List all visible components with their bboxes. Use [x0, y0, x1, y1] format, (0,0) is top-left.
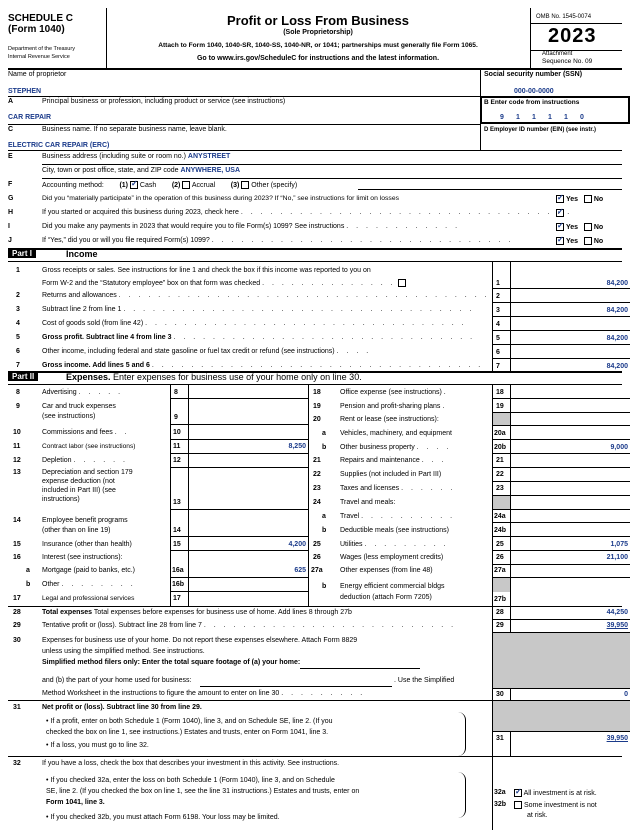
accounting-method: Accounting method: (1) ✓ Cash (2) Accrual (3) Other (specify) — [42, 181, 297, 189]
form-sub: (Form 1040) — [8, 24, 65, 35]
line-a-label: Principal business or profession, including product or service (see instructions) — [42, 98, 286, 105]
part-2-tag: Part II — [8, 372, 38, 381]
form-title: Profit or Loss From Business — [226, 13, 410, 28]
g-no-checkbox[interactable] — [584, 195, 592, 203]
form-name: SCHEDULE C — [8, 13, 74, 24]
dept-line2: Internal Revenue Service — [8, 54, 70, 60]
schedule-c-form: SCHEDULE C (Form 1040) Department of the Treasury Internal Revenue Service Profit or Loss From Business (Sole Proprietorship) Attach to Form 1040, 1040-SR, 1040-SS, 1040-NR, or 1041; partnerships must generally file Form 1065. Go to www.irs.gov/ScheduleC for instructions and the latest information. OMB No. 1545-0074 2023 Attachment Sequence No. 09 Name of proprietor Social security number (SSN) STEPHEN 000-00-0000 A Principal business or profession, including product or service (see instructions) CAR REPAIR B Enter code from instructions 9 1 1 1 1 0 C Business name. If no separate business name, leave blank. D Employer ID number (EIN) (see instr.) ELECTRIC CAR REPAIR (ERC) E Business address (including suite or room no.) ANYSTREET City, town or post office, state, and ZIP code ANYWHERE, USA F Accounting method: (1) ✓ Cash (2) Accrual (3) Other (specify) G Did you “materially participate” in the operation of this business during 2023? If “No,” see instructions for limit on losses ✓ Yes No H If you started or acquired this business during 2023, check here . . . . . . . . . . . . . . . . . . . . . . . . . . . . . . . . . . ✓ I Did you make any payments in 2023 that would require you to file Form(s) 1099? See instructions . . . . . . . . . . . . ✓ Yes No J If “Yes,” did you or will you file required Form(s) 1099? . . . . . . . . . . . . . . . . . . . . . . . . . . . . . . . ✓ Yes No Part I Income 1 Gross receipts or sales. See instructions for line 1 and check the box if this income was reported to you on Form W-2 and the “Statutory employee” box on that form was checked . . . . . . . . . . . . . . 1 84,200 2 Returns and allowances . . . . . . . . . . . . . . . . . . . . . . . . . . . . . . . . . . . . . . 2 3 Subtract line 2 from line 1 . . . . . . . . . . . . . . . . . . . . . . . . . . . . . . . . . . . . 3 84,200 4 Cost of goods sold (from line 42) . . . . . . . . . . . . . . . . . . . . . . . . . . . . . . . . . 4 5 Gross profit. Subtract line 4 from line 3 . . . . . . . . . . . . . . . . . . . . . . . . . . . . . . . 5 84,200 6 Other income, including federal and state gasoline or fuel tax credit or refund (see instructions) . . . . 6 7 Gross income. Add lines 5 and 6 . . . . . . . . . . . . . . . . . . . . . . . . . . . . . . . . . . 7 84,200 Part II Expenses. Enter expenses for business use of your home only on line 30. 8 Advertising . . . . . 8 9 Car and truck expenses (see instructions) 9 10 Commissions and fees . . 10 11 Contract labor (see instructions) 11 8,250 12 Depletion . . . . . . 12 13 Depreciation and section 179 expense deduction (not included in Part III) (see instructions) 13 14 Employee benefit programs (other than on line 19) 14 15 Insurance (other than health) 15 4,200 16 Interest (see instructions): a Mortgage (paid to banks, etc.) 16a 625 b Other . . . . . . . . 16b 17 Legal and professional services 17 18 Office expense (see instructions) . 18 19 Pension and profit-sharing plans . 19 20 Rent or lease (see instructions): a Vehicles, machinery, and equipment 20a b Other business property . . . . 20b 9,000 21 Repairs and maintenance . . . 21 22 Supplies (not included in Part III) 22 23 Taxes and licenses . . . . . . 23 24 Travel and meals: a Travel . . . . . . . . . . 24a b Deductible meals (see instructions) 24b 25 Utilities . . . . . . . . . 25 1,075 26 Wages (less employment credits) 26 21,100 27a Other expenses (from line 48) 27a b Energy efficient commercial bldgs deduction (attach Form 7205) 27b 28 Total expenses Total expenses before expenses for business use of home. Add lines 8 through 27b 28 44,250 29 Tentative profit or (loss). Subtract line 28 from line 7 . . . . . . . . . . . . . . . . . . . . . . . . . . 29 39,950 30 Expenses for business use of your home. Do not report these expenses elsewhere. Attach Form 8829 unless using the simplified method. See instructions. Simplified method filers only: Enter the total square footage of (a) your home: and (b) the part of your home used for business: . Use the Simplified Method Worksheet in the instructions to figure the amount to enter on line 30 . . . . . . . . . 30 0 31 Net profit or (loss). Subtract line 30 from line 29. • If a profit, enter on both Schedule 1 (Form 1040), line 3, and on Schedule SE, line 2. (If you checked the box on line 1, see instructions.) Estates and trusts, enter on Form 1041, line 3. • If a loss, you must go to line 32. 31 39,950 32 If you have a loss, check the box that describes your investment in this activity. See instructions. • If you checked 32a, enter the loss on both Schedule 1 (Form 1040), line 3, and on Schedule SE, line 2. (If you checked the box on line 1, see the line 31 instructions.) Estates and trusts, enter on Form 1041, line 3. • If you checked 32b, you must attach Form 6198. Your loss may be limited. 32a ✓ All investment is at risk. 32b Some investment is not at risk. — [0, 0, 630, 830]
line-26-amount[interactable]: 21,100 — [606, 554, 628, 561]
line-b-label: B Enter code from instructions — [484, 99, 580, 106]
statutory-employee-checkbox[interactable] — [398, 279, 406, 287]
form-subtitle: (Sole Proprietorship) — [283, 29, 353, 36]
dept-line1: Department of the Treasury — [8, 46, 75, 52]
line-30-amount[interactable]: 0 — [624, 691, 628, 698]
line-7-amount[interactable]: 84,200 — [606, 363, 628, 370]
proprietor-name[interactable]: STEPHEN — [8, 88, 42, 95]
line-c-label: Business name. If no separate business name, leave blank. — [42, 126, 227, 133]
g-yes-checkbox[interactable] — [556, 195, 564, 203]
ssn-value[interactable]: 000-00-0000 — [514, 88, 554, 95]
line-20b-amount[interactable]: 9,000 — [610, 444, 628, 451]
line-31-amount[interactable]: 39,950 — [606, 735, 628, 742]
line-d-label: D Employer ID number (EIN) (see instr.) — [484, 127, 597, 133]
h-checkbox[interactable] — [556, 209, 564, 217]
line-3-amount[interactable]: 84,200 — [606, 307, 628, 314]
line-29-amount[interactable]: 39,950 — [606, 622, 628, 629]
line-11-amount[interactable]: 8,250 — [288, 443, 306, 450]
attachment-label: Attachment — [542, 51, 573, 57]
omb-number: OMB No. 1545-0074 — [536, 14, 592, 20]
ssn-label: Social security number (SSN) — [484, 71, 583, 78]
attach-line: Attach to Form 1040, 1040-SR, 1040-SS, 1040-NR, or 1041; partnerships must generally file Form 1065. — [158, 42, 478, 49]
line-32b-checkbox[interactable] — [514, 801, 522, 809]
business-code[interactable]: 9 1 1 1 1 0 — [500, 114, 584, 121]
other-method-checkbox[interactable] — [241, 181, 249, 189]
goto-line: Go to www.irs.gov/ScheduleC for instructions and the latest information. — [196, 55, 440, 62]
i-yes-checkbox[interactable] — [556, 223, 564, 231]
line-1-label-a: Gross receipts or sales. See instructions for line 1 and check the box if this income was reported to you on — [42, 267, 371, 274]
line-32a-checkbox[interactable] — [514, 789, 522, 797]
part-1-tag: Part I — [8, 249, 36, 258]
line-5-amount[interactable]: 84,200 — [606, 335, 628, 342]
i-no-checkbox[interactable] — [584, 223, 592, 231]
j-no-checkbox[interactable] — [584, 237, 592, 245]
principal-business[interactable]: CAR REPAIR — [8, 114, 52, 121]
cash-checkbox[interactable] — [130, 181, 138, 189]
line-g-label: Did you “materially participate” in the operation of this business during 2023? If “No,” see instructions for limit on losses — [42, 195, 400, 202]
city-state-zip[interactable]: ANYWHERE, USA — [180, 167, 241, 174]
line-25-amount[interactable]: 1,075 — [610, 541, 628, 548]
j-yes-checkbox[interactable] — [556, 237, 564, 245]
part-1-title: Income — [66, 249, 98, 259]
business-name[interactable]: ELECTRIC CAR REPAIR (ERC) — [8, 142, 110, 149]
business-address[interactable]: ANYSTREET — [187, 153, 231, 160]
name-label: Name of proprietor — [8, 71, 67, 78]
accrual-checkbox[interactable] — [182, 181, 190, 189]
line-1-amount[interactable]: 84,200 — [606, 280, 628, 287]
sequence-number: Sequence No. 09 — [542, 58, 593, 65]
line-15-amount[interactable]: 4,200 — [288, 541, 306, 548]
line-16a-amount[interactable]: 625 — [294, 567, 306, 574]
tax-year: 2023 — [548, 25, 597, 47]
line-28-amount[interactable]: 44,250 — [606, 609, 628, 616]
